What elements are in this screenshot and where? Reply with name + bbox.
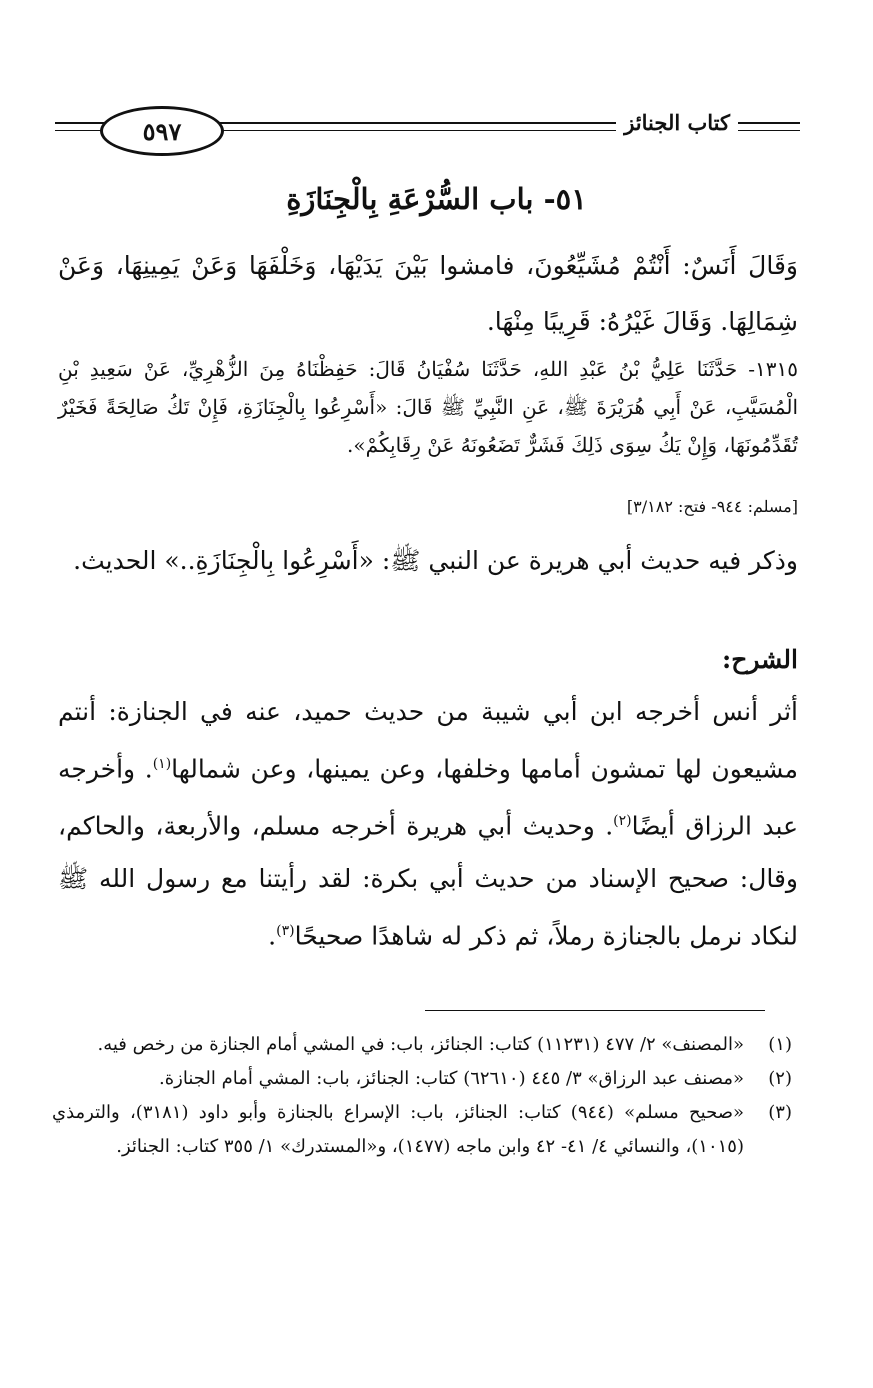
hadith-text: ١٣١٥- حَدَّثَنَا عَلِيُّ بْنُ عَبْدِ اللهِ، حَدَّثَنَا سُفْيَانُ قَالَ: حَفِظْنَاهُ مِنَ الزُّهْرِيِّ، عَنْ سَعِيدِ بْنِ الْمُسَيَّبِ، عَنْ أَبِي هُرَيْرَةَ ﷺ، عَنِ النَّبِيِّ ﷺ قَالَ: «أَسْرِعُوا بِالْجِنَازَةِ، فَإِنْ تَكُ صَالِحَةً فَخَيْرٌ تُقَدِّمُونَهَا، وَإِنْ يَكُ سِوَى ذَلِكَ فَشَرٌّ تَضَعُونَهُ عَنْ رِقَابِكُمْ». [58,357,798,457]
footnote-number: (٣) [768,1102,792,1123]
footnote-text: «صحيح مسلم» (٩٤٤) كتاب: الجنائز، باب: الإسراع بالجنازة وأبو داود (٣١٨١)، والترمذي (١٠١٥)، والنسائي ٤/ ٤١- ٤٢ وابن ماجه (١٤٧٧)، و«المستدرك» ١/ ٣٥٥ كتاب: الجنائز. [52,1102,744,1157]
anas-quote: وَقَالَ أَنَسٌ: أَنْتُمْ مُشَيِّعُونَ، فامشوا بَيْنَ يَدَيْهَا، وَخَلْفَهَا وَعَنْ يَمِينِهَا، وَعَنْ شِمَالِهَا. وَقَالَ غَيْرُهُ: قَرِيبًا مِنْهَا. [58,251,798,336]
footnote-3 [52,1096,792,1164]
footnote-ref-1: (١) [152,756,172,772]
commentary-end: . [268,920,277,950]
commentary-part-1: أثر أنس أخرجه ابن أبي شيبة من حديث حميد، عنه في الجنازة: أنتم مشيعون لها تمشون أمامها وخلفها، وعن يمينها، وعن شمالها [58,697,798,784]
page-number: ٥٩٧ [142,116,182,146]
footnotes [52,1028,792,1164]
footnote-ref-2: (٢) [613,813,632,830]
footnote-number: (٢) [768,1068,792,1089]
chapter-title: ٥١- باب السُّرْعَةِ بِالْجِنَازَةِ [286,182,587,216]
footnote-text: «المصنف» ٢/ ٤٧٧ (١١٢٣١) كتاب: الجنائز، باب: في المشي أمام الجنازة من رخص فيه. [97,1034,744,1055]
page-number-badge [100,106,224,156]
commentary-part-2: . وأخرجه عبد الرزاق أيضًا [58,754,798,841]
footnote-ref-3: (٣) [276,922,295,939]
footnote-text: «مصنف عبد الرزاق» ٣/ ٤٤٥ (٦٢٦١٠) كتاب: الجنائز، باب: المشي أمام الجنازة. [159,1068,744,1089]
footnote-2 [52,1062,792,1096]
footnote-separator [425,1010,765,1011]
commentary-text [58,686,798,962]
commentary-part-3: . وحديث أبي هريرة أخرجه مسلم، والأربعة، والحاكم، وقال: صحيح الإسناد من حديث أبي بكرة: لقد رأيتنا مع رسول الله ﷺ لنكاد نرمل بالجنازة رملاً، ثم ذكر له شاهدًا صحيحًا [58,811,798,950]
page-header [55,100,800,160]
commentary-heading: الشرح: [721,645,798,674]
footnote-1 [52,1028,792,1062]
source-reference: [مسلم: ٩٤٤- فتح: ٣/١٨٢] [626,497,798,516]
hadith-mention: وذكر فيه حديث أبي هريرة عن النبي ﷺ: «أَسْرِعُوا بِالْجِنَازَةِ..» الحديث. [73,546,798,575]
running-title: كتاب الجنائز [616,110,738,135]
footnote-number: (١) [768,1034,792,1055]
